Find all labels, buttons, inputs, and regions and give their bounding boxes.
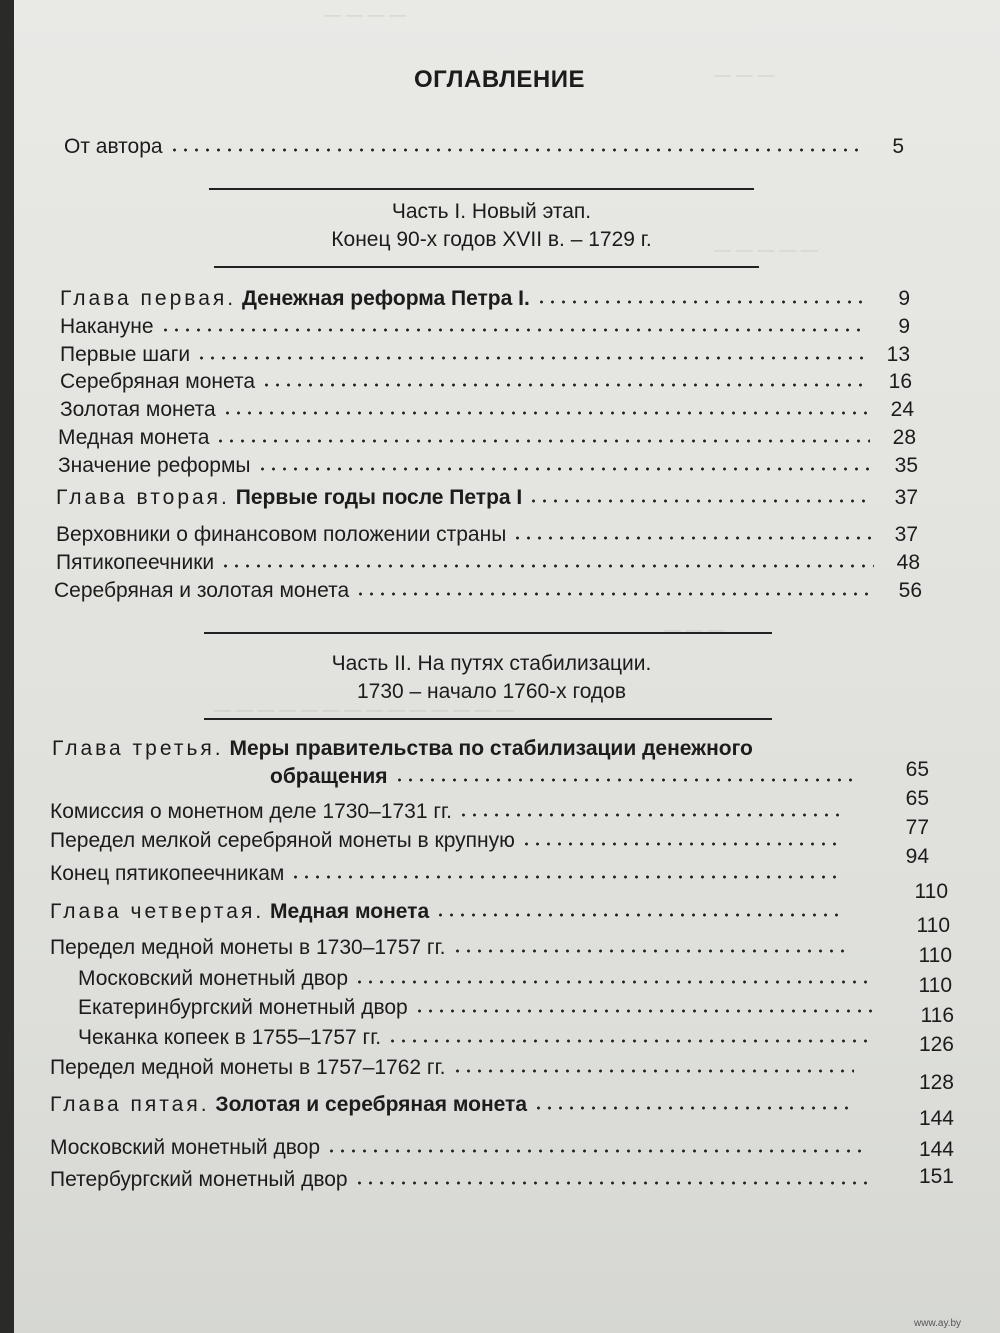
toc-row-page: 110 <box>918 974 952 997</box>
watermark: www.ay.by <box>914 1318 962 1329</box>
leader-dots <box>414 1008 872 1014</box>
part1-rule <box>209 188 754 190</box>
toc-row-page: 16 <box>888 370 912 393</box>
leader-dots <box>354 1180 874 1186</box>
toc-row-label: Петербургский монетный двор <box>50 1168 348 1191</box>
toc-row-page: 28 <box>892 426 916 449</box>
leader-dots <box>222 410 868 416</box>
toc-row[interactable] <box>50 1168 880 1192</box>
leader-dots <box>536 299 864 305</box>
show-through: — — — — — — — — — — — — — — — — — — — — — — — — — — — — — <box>214 5 818 719</box>
toc-row-page: 116 <box>920 1004 954 1027</box>
chapter-title: Золотая и серебряная монета <box>215 1093 527 1116</box>
leader-dots <box>355 591 876 597</box>
toc-row[interactable] <box>50 1136 870 1160</box>
toc-row[interactable] <box>60 370 912 394</box>
leader-dots <box>257 466 873 472</box>
toc-row-label: От автора <box>64 135 163 158</box>
leader-dots <box>435 912 844 918</box>
toc-row[interactable] <box>60 315 910 339</box>
toc-extra-page: 110 <box>914 880 948 903</box>
leader-dots <box>387 1038 872 1044</box>
toc-row-label: Чеканка копеек в 1755–1757 гг. <box>78 1026 382 1049</box>
leader-dots <box>160 327 864 333</box>
toc-row-page: 128 <box>918 1071 954 1094</box>
chapter-5-row[interactable] <box>50 1093 860 1117</box>
toc-row-label: Серебряная монета <box>60 370 256 393</box>
chapter-title: Меры правительства по стабилизации денежного <box>229 737 753 760</box>
leader-dots <box>169 147 858 153</box>
part2-rule-bottom <box>204 718 772 720</box>
toc-row-page: 5 <box>892 135 904 158</box>
chapter-3-title-line1[interactable] <box>52 737 753 761</box>
toc-row[interactable] <box>50 1056 860 1080</box>
book-page <box>14 0 1000 1333</box>
chapter-page: 9 <box>898 287 910 310</box>
toc-row[interactable] <box>58 426 916 450</box>
part2-rule <box>204 632 772 634</box>
chapter-title-continuation: обращения <box>270 765 388 788</box>
toc-row-label: Медная монета <box>58 426 210 449</box>
part2-title-line2: 1730 – начало 1760-х годов <box>356 680 627 703</box>
leader-dots <box>326 1148 864 1154</box>
toc-row-label: Передел медной монеты в 1730–1757 гг. <box>50 936 446 959</box>
toc-row[interactable] <box>58 454 918 478</box>
leader-dots <box>533 1105 854 1111</box>
chapter-prefix: Глава пятая. <box>50 1093 210 1116</box>
leader-dots <box>521 841 844 847</box>
chapter-title: Денежная реформа Петра I. <box>241 287 530 310</box>
toc-row-page: 35 <box>894 454 918 477</box>
toc-row[interactable] <box>56 551 920 575</box>
chapter-prefix: Глава первая. <box>60 287 237 310</box>
toc-row-subitem[interactable] <box>78 1026 878 1050</box>
chapter-title: Первые годы после Петра I <box>235 486 523 509</box>
toc-row[interactable] <box>50 800 850 824</box>
chapter-3-title-line2[interactable] <box>270 765 860 789</box>
part1-title-line2: Конец 90-х годов XVII в. – 1729 г. <box>331 228 652 251</box>
toc-row-page: 48 <box>896 551 920 574</box>
toc-row-page: 110 <box>918 944 952 967</box>
toc-heading: ОГЛАВЛЕНИЕ <box>414 66 586 93</box>
leader-dots <box>512 535 872 541</box>
toc-row-from-author[interactable] <box>64 135 904 159</box>
chapter-4-row[interactable] <box>50 900 850 924</box>
leader-dots <box>528 498 872 504</box>
leader-dots <box>394 777 854 783</box>
chapter-page: 144 <box>918 1107 954 1130</box>
toc-row-page: 151 <box>918 1165 954 1188</box>
chapter-page: 37 <box>894 486 918 509</box>
toc-row-label: Пятикопеечники <box>56 551 215 574</box>
toc-row-label: Первые шаги <box>60 343 191 366</box>
toc-row-page: 37 <box>894 523 918 546</box>
leader-dots <box>452 1068 854 1074</box>
toc-row-subitem[interactable] <box>78 967 878 991</box>
toc-row-label: Золотая монета <box>60 398 216 421</box>
toc-row-page: 94 <box>905 845 929 868</box>
toc-row-page: 77 <box>905 816 929 839</box>
leader-dots <box>452 948 844 954</box>
toc-row-page: 65 <box>905 787 929 810</box>
toc-row[interactable] <box>60 343 910 367</box>
leader-dots <box>220 563 874 569</box>
toc-row-page: 24 <box>890 398 914 421</box>
chapter-1-row[interactable] <box>60 287 910 311</box>
toc-row-label: Накануне <box>60 315 154 338</box>
toc-row[interactable] <box>50 829 850 853</box>
leader-dots <box>458 812 844 818</box>
toc-row[interactable] <box>50 936 850 960</box>
toc-row-label: Передел медной монеты в 1757–1762 гг. <box>50 1056 446 1079</box>
toc-row-label: Серебряная и золотая монета <box>54 579 350 602</box>
toc-row[interactable] <box>50 862 850 886</box>
part2-title-line1: Часть II. На путях стабилизации. <box>331 652 652 675</box>
toc-row-label: Московский монетный двор <box>50 1136 321 1159</box>
leader-dots <box>290 874 844 880</box>
toc-row-label: Комиссия о монетном деле 1730–1731 гг. <box>50 800 452 823</box>
toc-row[interactable] <box>54 579 922 603</box>
chapter-page: 65 <box>905 758 929 781</box>
chapter-prefix: Глава четвертая. <box>50 900 265 923</box>
chapter-prefix: Глава третья. <box>52 737 224 760</box>
leader-dots <box>354 979 872 985</box>
chapter-title: Медная монета <box>270 900 430 923</box>
toc-row-page: 56 <box>898 579 922 602</box>
toc-row-subitem[interactable] <box>78 996 878 1020</box>
toc-row[interactable] <box>56 523 918 547</box>
toc-row-page: 126 <box>918 1033 954 1056</box>
leader-dots <box>196 355 864 361</box>
leader-dots <box>215 438 870 444</box>
toc-row-label: Верховники о финансовом положении страны <box>56 523 507 546</box>
toc-row-page: 9 <box>898 315 910 338</box>
part1-rule-bottom <box>214 266 759 268</box>
toc-row-label: Конец пятикопеечникам <box>50 862 285 885</box>
toc-row-label: Значение реформы <box>58 454 251 477</box>
part1-title-line1: Часть I. Новый этап. <box>391 200 592 223</box>
chapter-page: 110 <box>916 914 950 937</box>
chapter-2-row[interactable] <box>56 486 918 510</box>
toc-row-page: 13 <box>886 343 910 366</box>
toc-row-label: Московский монетный двор <box>78 967 349 990</box>
chapter-prefix: Глава вторая. <box>56 486 230 509</box>
toc-row-page: 144 <box>918 1138 954 1161</box>
leader-dots <box>261 382 866 388</box>
toc-row-label: Передел мелкой серебряной монеты в крупную <box>50 829 515 852</box>
toc-row[interactable] <box>60 398 914 422</box>
toc-row-label: Екатеринбургский монетный двор <box>78 996 408 1019</box>
